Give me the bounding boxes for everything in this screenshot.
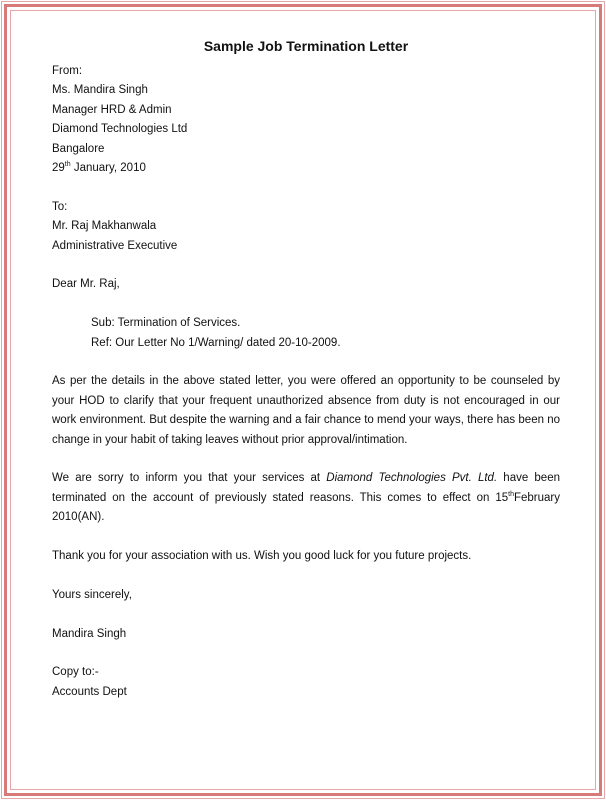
effective-date-suffix: th xyxy=(508,491,514,499)
letter-date xyxy=(52,159,560,178)
termination-text-1: We are sorry to inform you that your services at xyxy=(52,472,327,485)
from-label: From: xyxy=(52,65,83,77)
sender-block xyxy=(52,62,560,178)
reference-line: Ref: Our Letter No 1/Warning/ dated 20-10-2009. xyxy=(91,336,341,349)
subject-block xyxy=(52,314,560,353)
copy-block xyxy=(52,663,560,702)
sender-city: Bangalore xyxy=(52,142,105,155)
to-label: To: xyxy=(52,200,68,213)
subject-line: Sub: Termination of Services. xyxy=(91,317,241,330)
copy-recipient: Accounts Dept xyxy=(52,685,127,698)
sender-position: Manager HRD & Admin xyxy=(52,103,172,116)
sender-name: Ms. Mandira Singh xyxy=(52,84,148,97)
letter-body xyxy=(52,36,560,702)
closing: Yours sincerely, xyxy=(52,588,132,601)
sender-company: Diamond Technologies Ltd xyxy=(52,123,188,136)
recipient-name: Mr. Raj Makhanwala xyxy=(52,220,157,233)
date-suffix: th xyxy=(64,161,71,169)
termination-text-2: have been terminated on the account of previously stated reasons. This comes to effect on 15 xyxy=(52,472,560,504)
termination-text-3: February 2010(AN). xyxy=(52,491,560,524)
signature-name: Mandira Singh xyxy=(52,627,127,640)
paragraph-thanks: Thank you for your association with us. Wish you good luck for you future projects. xyxy=(52,550,472,563)
recipient-position: Administrative Executive xyxy=(52,239,178,252)
date-day: 29 xyxy=(52,162,65,175)
company-name-italic: Diamond Technologies Pvt. Ltd. xyxy=(326,472,498,485)
paragraph-details: As per the details in the above stated letter, you were offered an opportunity to be counseled by your HOD to clarify that your frequent unauthorized absence from duty is not encouraged in our work environment. But despite the warning and a fair chance to mend your ways, there has been no change in your habit of taking leaves without prior approval/intimation. xyxy=(52,375,560,446)
copy-label: Copy to:- xyxy=(52,666,99,679)
recipient-block xyxy=(52,198,560,256)
salutation: Dear Mr. Raj, xyxy=(52,278,120,291)
paragraph-termination xyxy=(52,469,560,527)
date-rest: January, 2010 xyxy=(70,162,146,175)
letter-title: Sample Job Termination Letter xyxy=(203,38,409,54)
